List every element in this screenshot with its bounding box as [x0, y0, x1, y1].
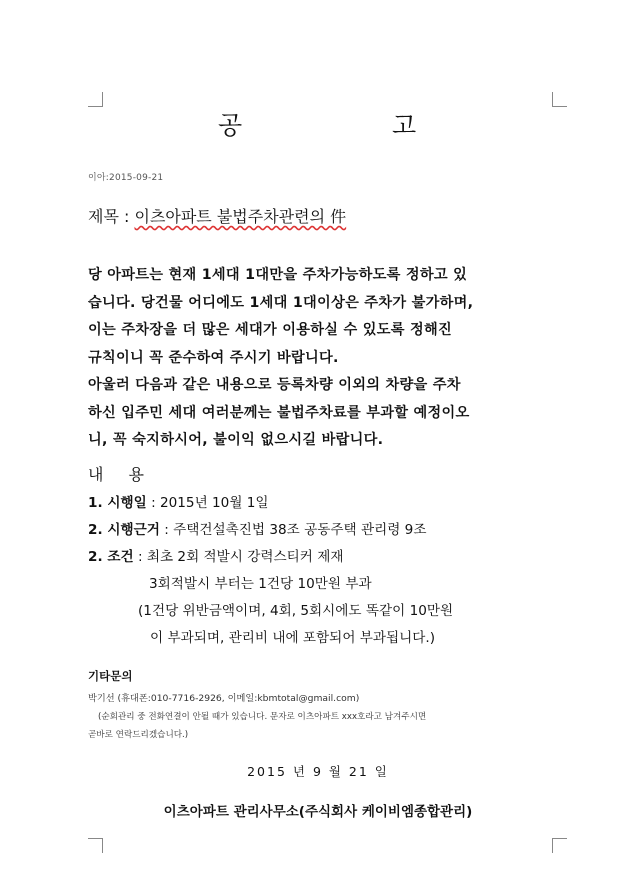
body-line: 아울러 다음과 같은 내용으로 등록차량 이외의 차량을 주차	[88, 377, 461, 393]
body-line: 니, 꼭 숙지하시어, 불이익 없으시길 바랍니다.	[88, 432, 384, 448]
detail-item-effective-date	[88, 490, 558, 517]
subject-text: 이츠아파트 불법주차관련의 件	[134, 207, 347, 226]
notice-date: 2015 년 9 월 21 일	[247, 764, 389, 779]
body-line: 이는 주차장을 더 많은 세대가 이용하실 수 있도록 정해진	[88, 322, 453, 338]
contact-heading: 기타문의	[88, 669, 133, 683]
crop-mark-top-left	[88, 92, 103, 107]
detail-lead: 2. 조건	[88, 549, 134, 565]
detail-lead: 1. 시행일	[88, 495, 147, 511]
subject-line	[88, 204, 346, 227]
crop-mark-bottom-left	[88, 838, 103, 853]
contact-note: (순회관리 중 전화연결이 안될 때가 있습니다. 문자로 이츠아파트 xxx호라고 남겨주시면	[98, 712, 427, 722]
contact-line: 박기선 (휴대폰:010-7716-2926, 이메일:kbmtotal@gmail.com)	[88, 693, 360, 704]
detail-lead: 2. 시행근거	[88, 522, 160, 538]
body-line: 습니다. 당건물 어디에도 1세대 1대이상은 주차가 불가하며,	[88, 294, 474, 311]
crop-mark-top-right	[552, 92, 567, 107]
notice-title	[0, 106, 636, 142]
section-title: 내 용	[88, 465, 154, 484]
body-line: 규칙이니 꼭 준수하여 주시기 바랍니다.	[88, 349, 339, 366]
detail-value: : 2015년 10월 1일	[146, 495, 269, 511]
body-line: 당 아파트는 현재 1세대 1대만을 주차가능하도록 정하고 있	[88, 267, 468, 283]
document-number: 이아:2015-09-21	[88, 173, 164, 183]
title-char-2: 고	[392, 111, 417, 140]
detail-item-legal-basis	[88, 517, 558, 544]
body-line: 하신 입주민 세대 여러분께는 불법주차료를 부과할 예정이오	[88, 404, 470, 421]
details-list	[88, 490, 558, 652]
contact-note: 곧바로 연락드리겠습니다.)	[88, 730, 189, 740]
condition-line: 3회적발시 부터는 1건당 10만원 부과	[149, 576, 372, 592]
notice-body	[88, 262, 560, 455]
detail-value: : 최초 2회 적발시 강력스티커 제재	[133, 549, 344, 565]
crop-mark-bottom-right	[552, 838, 567, 853]
condition-line: 이 부과되며, 관리비 내에 포함되어 부과됩니다.)	[150, 630, 436, 646]
condition-line: (1건당 위반금액이며, 4회, 5회시에도 똑같이 10만원	[138, 603, 454, 619]
issuer-name: 이츠아파트 관리사무소(주식회사 케이비엠종합관리)	[163, 804, 473, 820]
detail-value: : 주택건설촉진법 38조 공동주택 관리령 9조	[159, 522, 427, 538]
title-char-1: 공	[218, 111, 243, 140]
detail-item-conditions	[88, 544, 558, 571]
subject-prefix: 제목 :	[88, 207, 135, 226]
